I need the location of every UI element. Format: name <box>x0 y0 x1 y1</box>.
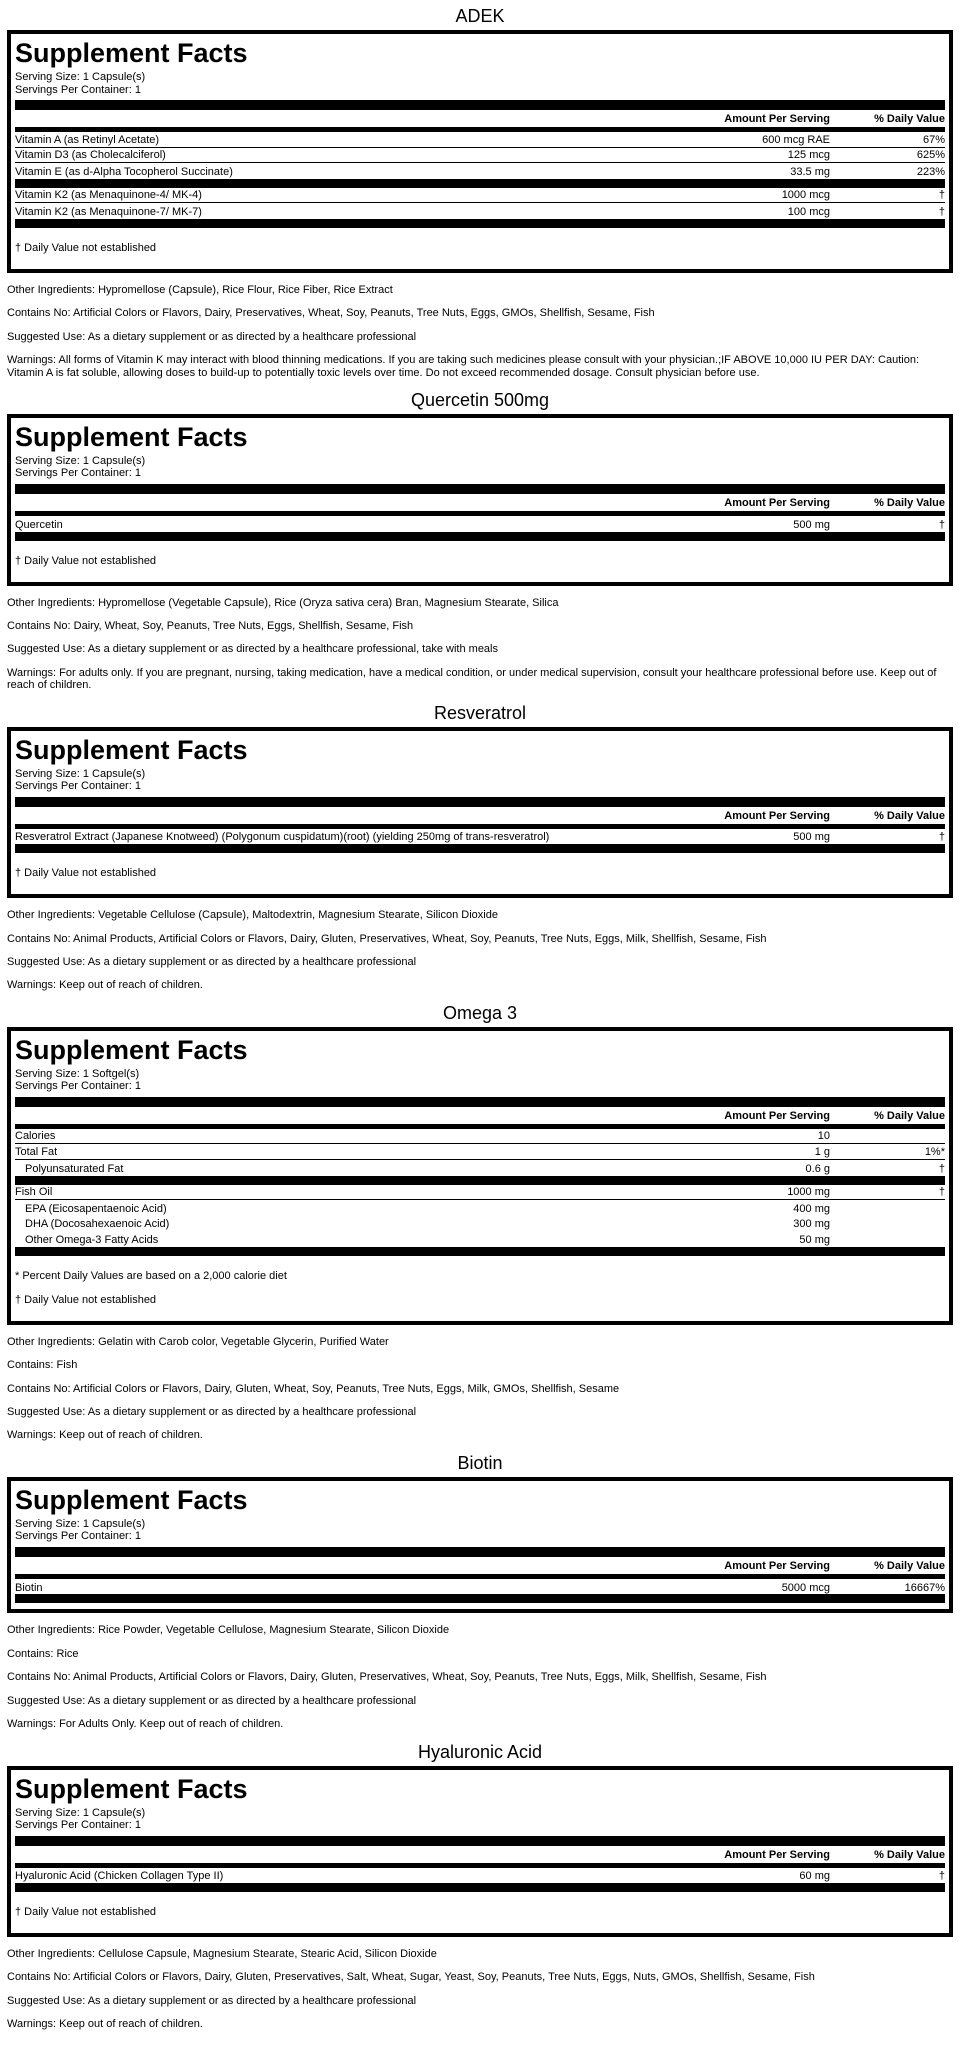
info-line: Contains: Fish <box>7 1359 78 1372</box>
nutrient-daily-value: † <box>938 189 945 202</box>
divider-thick <box>15 484 945 494</box>
servings-per-container: Servings Per Container: 1 <box>15 780 141 793</box>
servings-per-container: Servings Per Container: 1 <box>15 1530 141 1543</box>
nutrient-row <box>15 132 945 148</box>
nutrient-amount: 125 mcg <box>787 149 830 162</box>
nutrient-name: EPA (Eicosapentaenoic Acid) <box>25 1202 167 1215</box>
amount-per-serving-header: Amount Per Serving <box>724 497 830 509</box>
divider-bar <box>15 1883 945 1892</box>
divider-bar <box>15 1594 945 1603</box>
product-info <box>7 909 953 992</box>
info-line: Other Ingredients: Hypromellose (Vegetable Capsule), Rice (Oryza sativa cera) Bran, Magnesium Stearate, Silica <box>7 596 559 609</box>
footnotes <box>15 555 945 568</box>
footnote: † Daily Value not established <box>15 241 157 254</box>
nutrient-daily-value: 1%* <box>924 1145 945 1158</box>
nutrient-name: Quercetin <box>15 518 63 531</box>
product-section-0 <box>7 5 953 379</box>
column-header-row <box>15 809 945 824</box>
info-line: Suggested Use: As a dietary supplement or as directed by a healthcare professional <box>7 1694 417 1707</box>
supplement-facts-panel <box>7 1766 953 1938</box>
supplement-facts-panel <box>7 727 953 899</box>
product-info <box>7 1336 953 1442</box>
footnotes <box>15 1270 945 1307</box>
nutrient-row <box>15 1579 945 1595</box>
amount-per-serving-header: Amount Per Serving <box>724 809 830 822</box>
nutrient-row <box>15 163 945 179</box>
product-title: Biotin <box>457 1452 503 1473</box>
nutrient-amount: 1000 mcg <box>781 189 830 202</box>
nutrient-name: Vitamin K2 (as Menaquinone-4/ MK-4) <box>15 189 202 202</box>
info-line: Contains No: Dairy, Wheat, Soy, Peanuts, Tree Nuts, Eggs, Shellfish, Sesame, Fish <box>7 619 414 632</box>
serving-size: Serving Size: 1 Capsule(s) <box>15 1517 146 1530</box>
product-title: Quercetin 500mg <box>410 389 550 410</box>
product-title: Omega 3 <box>442 1002 518 1023</box>
amount-per-serving-header: Amount Per Serving <box>724 1848 830 1861</box>
nutrient-name: Vitamin D3 (as Cholecalciferol) <box>15 149 166 162</box>
servings-per-container: Servings Per Container: 1 <box>15 467 141 480</box>
servings-per-container: Servings Per Container: 1 <box>15 83 141 96</box>
nutrient-amount: 60 mg <box>799 1870 830 1883</box>
supplement-facts-heading: Supplement Facts <box>15 1484 248 1515</box>
divider-bar <box>15 1176 945 1185</box>
nutrient-row <box>15 1216 945 1232</box>
divider-bar <box>15 1247 945 1256</box>
divider-thick <box>15 1547 945 1557</box>
divider-thick <box>15 797 945 807</box>
nutrient-groups <box>15 132 945 228</box>
nutrient-daily-value: † <box>938 831 945 844</box>
nutrient-row <box>15 203 945 219</box>
nutrient-daily-value: 67% <box>922 133 945 146</box>
supplement-facts-heading: Supplement Facts <box>15 1034 248 1065</box>
supplement-facts-heading: Supplement Facts <box>15 38 248 68</box>
divider-bar <box>15 844 945 853</box>
nutrient-row <box>15 1200 945 1216</box>
footnote: † Daily Value not established <box>15 867 157 880</box>
column-header-row <box>15 1559 945 1574</box>
nutrient-amount: 600 mcg RAE <box>762 133 830 146</box>
nutrient-name: Calories <box>15 1130 56 1143</box>
daily-value-header: % Daily Value <box>874 1848 945 1861</box>
footnote: † Daily Value not established <box>15 1293 157 1306</box>
column-header-row <box>15 496 945 511</box>
nutrient-row <box>15 1129 945 1145</box>
supplement-facts-panel <box>7 1477 953 1614</box>
info-line: Other Ingredients: Hypromellose (Capsule), Rice Flour, Rice Fiber, Rice Extract <box>7 283 393 296</box>
info-line: Suggested Use: As a dietary supplement or as directed by a healthcare professional, take with meals <box>7 643 498 656</box>
daily-value-header: % Daily Value <box>874 1109 945 1122</box>
nutrient-groups <box>15 1868 945 1893</box>
daily-value-header: % Daily Value <box>874 497 945 509</box>
info-line: Other Ingredients: Cellulose Capsule, Magnesium Stearate, Stearic Acid, Silicon Dioxide <box>7 1948 437 1961</box>
serving-size: Serving Size: 1 Capsule(s) <box>15 71 146 83</box>
info-line: Contains No: Artificial Colors or Flavors, Dairy, Preservatives, Wheat, Soy, Peanuts, Tree Nuts, Eggs, GMOs, Shellfish, Sesame, Fish <box>7 307 655 320</box>
divider-thick <box>15 1836 945 1846</box>
nutrient-row <box>15 148 945 164</box>
product-title: ADEK <box>455 6 505 26</box>
info-line: Warnings: Keep out of reach of children. <box>7 979 203 992</box>
nutrient-row <box>15 1185 945 1201</box>
supplement-facts-panel <box>7 414 953 586</box>
nutrient-groups <box>15 516 945 541</box>
nutrient-row <box>15 188 945 204</box>
nutrient-amount: 50 mg <box>799 1233 830 1246</box>
serving-size: Serving Size: 1 Capsule(s) <box>15 767 146 780</box>
serving-size: Serving Size: 1 Capsule(s) <box>15 1806 146 1819</box>
nutrient-daily-value: 16667% <box>904 1581 945 1594</box>
supplement-facts-heading: Supplement Facts <box>15 734 248 765</box>
nutrient-amount: 10 <box>817 1130 830 1143</box>
nutrient-amount: 0.6 g <box>805 1162 830 1175</box>
info-line: Warnings: All forms of Vitamin K may interact with blood thinning medications. If you are taking such medicines please consult with your physician.;IF ABOVE 10,000 IU PER DAY: Caution: Vitamin A is fat soluble, allowing doses to build-up to potentially toxic levels over time. Do not exceed recommended dosage. Consult physician before use. <box>7 354 920 379</box>
product-section-4 <box>7 1452 953 1731</box>
info-line: Contains: Rice <box>7 1647 79 1660</box>
amount-per-serving-header: Amount Per Serving <box>724 113 830 126</box>
nutrient-groups <box>15 829 945 854</box>
info-line: Other Ingredients: Rice Powder, Vegetable Cellulose, Magnesium Stearate, Silicon Dioxide <box>7 1624 450 1637</box>
nutrient-name: Biotin <box>15 1581 43 1594</box>
divider-bar <box>15 179 945 188</box>
product-info <box>7 597 953 692</box>
nutrient-amount: 1 g <box>814 1145 830 1158</box>
column-header-row <box>15 112 945 127</box>
nutrient-row <box>15 1144 945 1160</box>
nutrient-daily-value: 625% <box>916 149 945 162</box>
nutrient-name: Vitamin A (as Retinyl Acetate) <box>15 133 160 146</box>
nutrient-row <box>15 1231 945 1247</box>
info-line: Warnings: For adults only. If you are pregnant, nursing, taking medication, have a medical condition, or under medical supervision, consult your healthcare professional before use. Keep out of reach of children. <box>7 666 937 692</box>
info-line: Suggested Use: As a dietary supplement or as directed by a healthcare professional <box>7 955 417 968</box>
supplement-facts-panel <box>7 1027 953 1325</box>
nutrient-name: Resveratrol Extract (Japanese Knotweed) (Polygonum cuspidatum)(root) (yielding 250mg of trans-resveratrol) <box>15 831 550 844</box>
supplement-facts-heading: Supplement Facts <box>15 421 248 452</box>
footnote: * Percent Daily Values are based on a 2,000 calorie diet <box>15 1269 287 1282</box>
nutrient-name: Fish Oil <box>15 1186 53 1199</box>
nutrient-groups <box>15 1129 945 1256</box>
info-line: Warnings: For Adults Only. Keep out of reach of children. <box>7 1718 284 1731</box>
info-line: Warnings: Keep out of reach of children. <box>7 1429 203 1442</box>
serving-size: Serving Size: 1 Capsule(s) <box>15 454 146 467</box>
nutrient-name: DHA (Docosahexaenoic Acid) <box>25 1218 170 1231</box>
nutrient-amount: 400 mg <box>793 1202 830 1215</box>
footnotes <box>15 1906 945 1919</box>
footnote: † Daily Value not established <box>15 554 157 567</box>
nutrient-name: Vitamin E (as d-Alpha Tocopherol Succinate) <box>15 165 233 178</box>
product-section-1 <box>7 389 953 692</box>
nutrient-row <box>15 516 945 532</box>
product-section-2 <box>7 702 953 992</box>
nutrient-name: Other Omega-3 Fatty Acids <box>25 1233 159 1246</box>
product-info <box>7 284 953 379</box>
nutrient-amount: 1000 mg <box>787 1186 830 1199</box>
info-line: Warnings: Keep out of reach of children. <box>7 2018 203 2031</box>
product-title: Resveratrol <box>433 702 527 723</box>
nutrient-amount: 500 mg <box>793 518 830 531</box>
footnote: † Daily Value not established <box>15 1906 157 1919</box>
daily-value-header: % Daily Value <box>874 113 945 126</box>
info-line: Suggested Use: As a dietary supplement or as directed by a healthcare professional <box>7 1406 417 1419</box>
product-info <box>7 1624 953 1730</box>
info-line: Contains No: Animal Products, Artificial Colors or Flavors, Dairy, Gluten, Preservatives, Wheat, Soy, Peanuts, Tree Nuts, Eggs, Milk, Shellfish, Sesame, Fish <box>7 932 767 945</box>
column-header-row <box>15 1109 945 1124</box>
supplement-facts-heading: Supplement Facts <box>15 1773 248 1804</box>
nutrient-row <box>15 1160 945 1176</box>
nutrient-daily-value: † <box>938 518 945 531</box>
supplement-facts-panel <box>7 30 953 273</box>
info-line: Contains No: Artificial Colors or Flavors, Dairy, Gluten, Preservatives, Salt, Wheat, Sugar, Yeast, Soy, Peanuts, Tree Nuts, Eggs, Nuts, GMOs, Shellfish, Sesame, Fish <box>7 1971 815 1984</box>
nutrient-row <box>15 1868 945 1884</box>
footnotes <box>15 242 945 255</box>
product-info <box>7 1948 953 2031</box>
nutrient-name: Polyunsaturated Fat <box>25 1162 124 1175</box>
nutrient-daily-value: † <box>938 1162 945 1175</box>
servings-per-container: Servings Per Container: 1 <box>15 1819 141 1831</box>
divider-thick <box>15 100 945 110</box>
servings-per-container: Servings Per Container: 1 <box>15 1080 141 1093</box>
amount-per-serving-header: Amount Per Serving <box>724 1559 830 1572</box>
daily-value-header: % Daily Value <box>874 809 945 822</box>
nutrient-amount: 300 mg <box>793 1218 830 1231</box>
nutrient-daily-value: † <box>938 1870 945 1883</box>
nutrient-amount: 5000 mcg <box>781 1581 830 1594</box>
amount-per-serving-header: Amount Per Serving <box>724 1109 830 1122</box>
nutrient-row <box>15 829 945 845</box>
divider-thick <box>15 1097 945 1107</box>
nutrient-amount: 100 mcg <box>787 206 830 218</box>
info-line: Contains No: Artificial Colors or Flavors, Dairy, Gluten, Wheat, Soy, Peanuts, Tree Nuts, Eggs, Milk, GMOs, Shellfish, Sesame <box>7 1382 620 1395</box>
footnotes <box>15 867 945 880</box>
nutrient-groups <box>15 1579 945 1604</box>
product-title: Hyaluronic Acid <box>417 1741 543 1762</box>
nutrient-daily-value: † <box>938 1186 945 1199</box>
column-header-row <box>15 1848 945 1863</box>
info-line: Contains No: Animal Products, Artificial Colors or Flavors, Dairy, Gluten, Preservatives, Wheat, Soy, Peanuts, Tree Nuts, Eggs, Milk, Shellfish, Sesame, Fish <box>7 1671 767 1684</box>
info-line: Suggested Use: As a dietary supplement or as directed by a healthcare professional <box>7 330 417 343</box>
nutrient-name: Vitamin K2 (as Menaquinone-7/ MK-7) <box>15 206 202 218</box>
nutrient-amount: 33.5 mg <box>790 165 830 178</box>
nutrient-daily-value: 223% <box>916 165 945 178</box>
daily-value-header: % Daily Value <box>874 1559 945 1572</box>
nutrient-name: Hyaluronic Acid (Chicken Collagen Type II) <box>15 1870 224 1883</box>
nutrient-daily-value: † <box>938 206 945 218</box>
product-section-5 <box>7 1741 953 2031</box>
info-line: Other Ingredients: Gelatin with Carob color, Vegetable Glycerin, Purified Water <box>7 1335 389 1348</box>
nutrient-amount: 500 mg <box>793 831 830 844</box>
serving-size: Serving Size: 1 Softgel(s) <box>15 1067 140 1080</box>
nutrient-name: Total Fat <box>15 1145 58 1158</box>
product-section-3 <box>7 1002 953 1442</box>
divider-bar <box>15 219 945 228</box>
divider-bar <box>15 532 945 541</box>
info-line: Suggested Use: As a dietary supplement or as directed by a healthcare professional <box>7 1994 417 2007</box>
info-line: Other Ingredients: Vegetable Cellulose (Capsule), Maltodextrin, Magnesium Stearate, Silicon Dioxide <box>7 909 498 922</box>
